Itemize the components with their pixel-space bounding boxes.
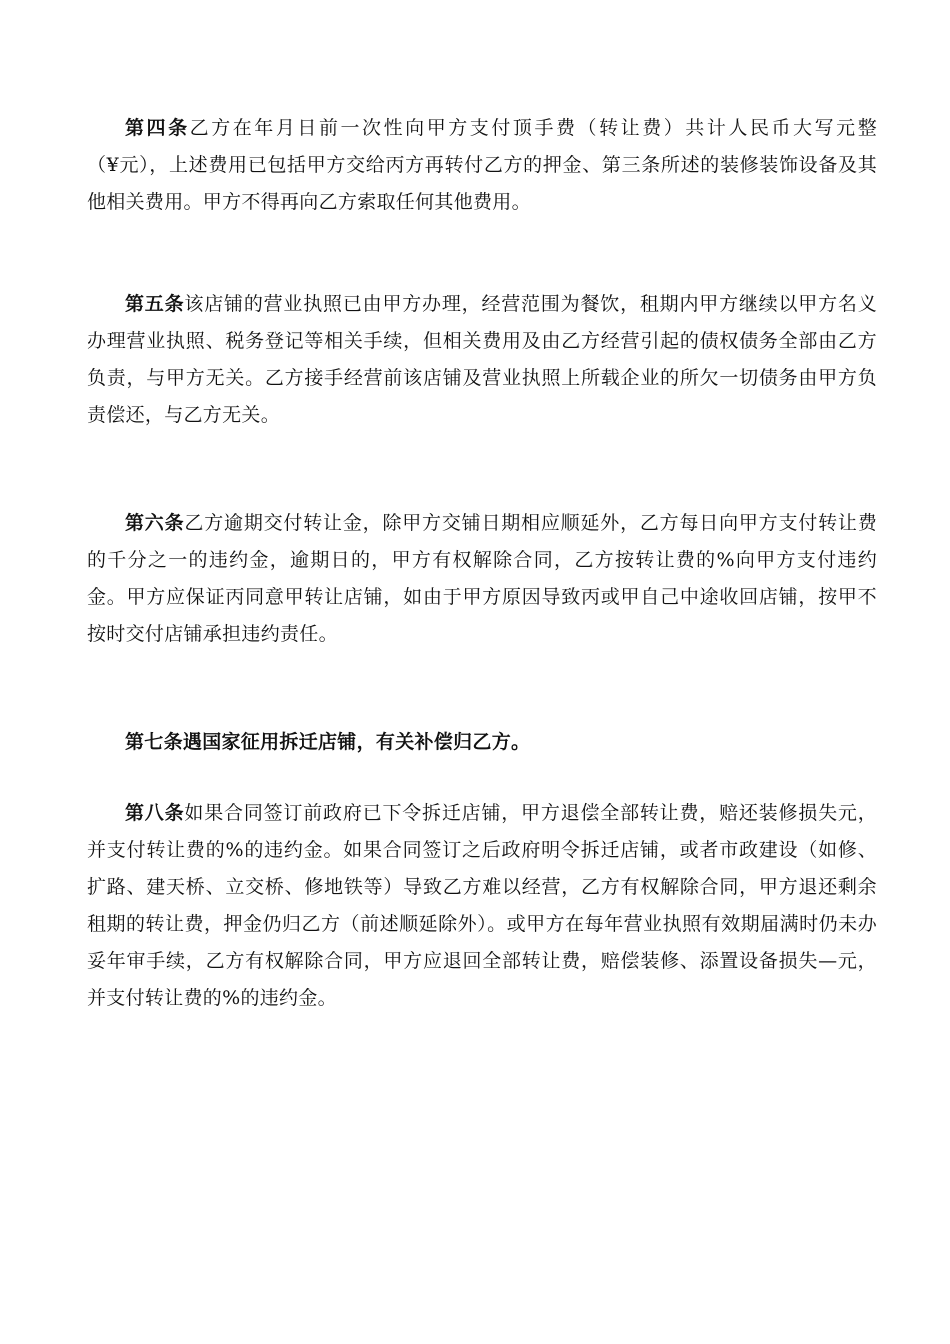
article-6-paragraph <box>87 505 877 653</box>
article-7-text: 遇国家征用拆迁店铺，有关补偿归乙方。 <box>182 731 531 753</box>
article-6-text: 乙方逾期交付转让金，除甲方交铺日期相应顺延外，乙方每日向甲方支付转让费的千分之一的违约金，逾期日的，甲方有权解除合同，乙方按转让费的%向甲方支付违约金。甲方应保证丙同意甲转让店铺，如由于甲方原因导致丙或甲自己中途收回店铺，按甲不按时交付店铺承担违约责任。 <box>87 512 877 645</box>
article-8-heading: 第八条 <box>125 802 185 824</box>
article-7-heading: 第七条 <box>125 731 183 753</box>
article-8-text: 如果合同签订前政府已下令拆迁店铺，甲方退偿全部转让费，赔还装修损失元，并支付转让费的%的违约金。如果合同签订之后政府明令拆迁店铺，或者市政建设（如修、扩路、建天桥、立交桥、修地铁等）导致乙方难以经营，乙方有权解除合同，甲方退还剩余租期的转让费，押金仍归乙方（前述顺延除外）。或甲方在每年营业执照有效期届满时仍未办妥年审手续，乙方有权解除合同，甲方应退回全部转让费，赔偿装修、添置设备损失—元，并支付转让费的%的违约金。 <box>87 802 877 1009</box>
article-4-heading: 第四条 <box>125 117 190 139</box>
article-4-text: 乙方在年月日前一次性向甲方支付顶手费（转让费）共计人民币大写元整（¥元），上述费用已包括甲方交给丙方再转付乙方的押金、第三条所述的装修装饰设备及其他相关费用。甲方不得再向乙方索取任何其他费用。 <box>87 117 877 213</box>
article-5-heading: 第五条 <box>125 293 185 315</box>
article-5-text: 该店铺的营业执照已由甲方办理，经营范围为餐饮，租期内甲方继续以甲方名义办理营业执照、税务登记等相关手续，但相关费用及由乙方经营引起的债权债务全部由乙方负责，与甲方无关。乙方接手经营前该店铺及营业执照上所载企业的所欠一切债务由甲方负责偿还，与乙方无关。 <box>87 293 877 426</box>
article-8-paragraph <box>87 795 877 1017</box>
article-7-paragraph <box>87 724 877 761</box>
article-6-heading: 第六条 <box>125 512 185 534</box>
article-5-paragraph <box>87 286 877 434</box>
article-4-paragraph <box>87 110 877 221</box>
